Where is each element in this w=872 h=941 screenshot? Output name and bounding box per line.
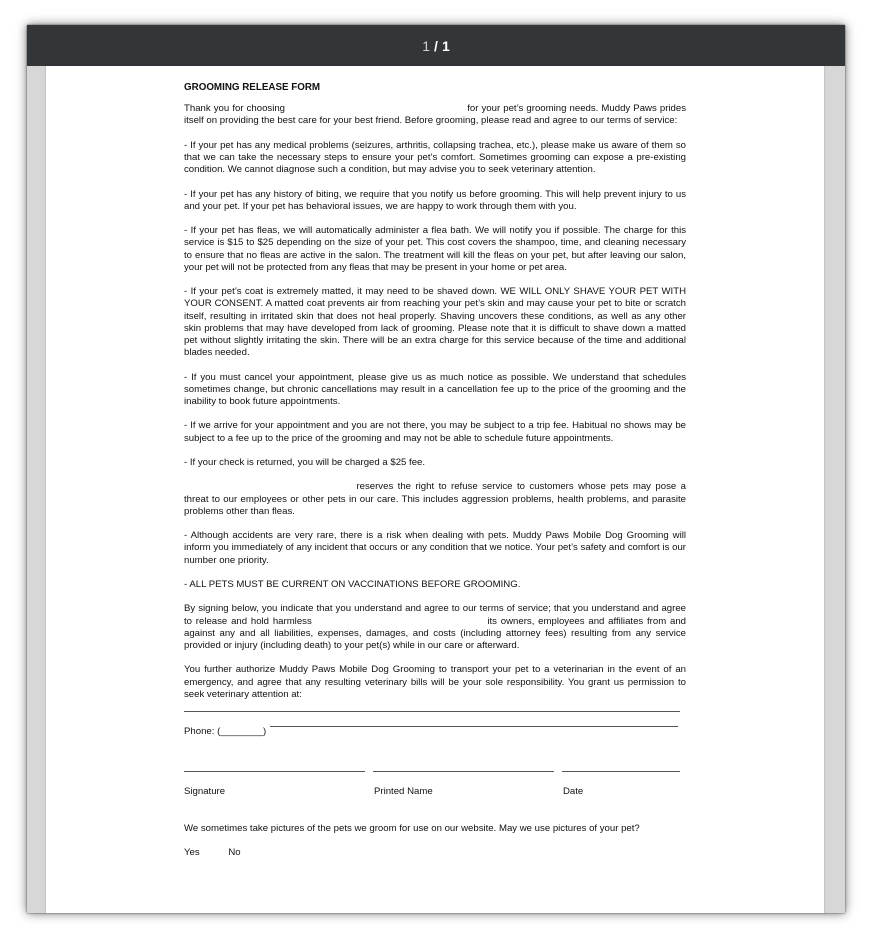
medical-paragraph: - If your pet has any medical problems (seizures, arthritis, collapsing trachea, etc.), please make us aware of them so that we can take the necessary steps to ensure your pet’s comfort. Sometimes grooming can expose a pre-existing condition. We cannot diagnose such a condition, but may advise you to seek veterinary attention. (184, 139, 686, 176)
signing-text-end: its owners, employees and affiliates from and against any and all liabilities, expenses, damages, and costs (including attorney fees) resulting from any service provided or injury (including death) to your pet(s) while in our care or afterward. (184, 615, 686, 651)
page-separator: / (434, 37, 438, 54)
pdf-page (46, 66, 824, 913)
photo-question: We sometimes take pictures of the pets we groom for use on our website. May we use pictures of your pet? (184, 822, 640, 834)
form-title: GROOMING RELEASE FORM (184, 82, 321, 93)
fleas-paragraph: - If your pet has fleas, we will automatically administer a flea bath. We will notify you if possible. The charge for this service is $15 to $25 depending on the size of your pet. This cost covers the shampoo, time, and cleaning necessary to ensure that no fleas are active in the salon. The treatment will kill the fleas on your pet, but after leaving our salon, your pet will not be protected from any fleas that may be present in your home or pet area. (184, 225, 686, 273)
date-line[interactable] (562, 771, 680, 772)
signing-text-start: By signing below, you indicate that you understand and agree to our terms of service; that you understand and agree to release and hold harmless (184, 603, 686, 627)
signature-labels-row (184, 786, 686, 800)
biting-paragraph: - If your pet has any history of biting, we require that you notify us before grooming. This will help prevent injury to us and your pet. If your pet has behavioral issues, we are happy to work through them with you. (184, 188, 686, 212)
vet-address-line[interactable] (184, 711, 680, 712)
intro-text-start: Thank you for choosing (184, 103, 286, 115)
refuse-paragraph (184, 481, 686, 518)
matted-paragraph: - If your pet’s coat is extremely matted, it may need to be shaved down. WE WILL ONLY SHAVE YOUR PET WITH YOUR CONSENT. A matted coat prevents air from reaching your pet’s skin and may cause your pet to bite or scratch itself, resulting in irritated skin that does not heal properly. Shaving uncovers these conditions, as well as any other skin problems that may have developed from lack of grooming. Please note that it is difficult to shave down a matted pet without slightly irritating the skin. There will be an extra charge for this service because of the time and additional blades needed. (184, 286, 686, 359)
cancel-paragraph: - If you must cancel your appointment, please give us as much notice as possible. We understand that schedules sometimes change, but chronic cancellations may result in a cancellation fee up to the price of the grooming and the inability to book future appointments. (184, 371, 686, 407)
signing-paragraph (184, 603, 686, 652)
no-option[interactable]: No (228, 847, 241, 859)
accidents-paragraph: - Although accidents are very rare, there is a risk when dealing with pets. Muddy Paws Mobile Dog Grooming will inform you immediately of any incident that occurs or any condition that we notice. Your pet’s safety and comfort is our number one priority. (184, 530, 686, 566)
arrive-paragraph: - If we arrive for your appointment and you are not there, you may be subject to a trip fee. Habitual no shows may be subject to a fee up to the price of the grooming and may not be able to schedule future appointments. (184, 420, 686, 444)
refuse-text: reserves the right to refuse service to customers whose pets may pose a threat to our employees or other pets in our care. This includes aggression problems, health problems, and parasite problems other than fleas. (184, 481, 686, 517)
date-label: Date (563, 785, 584, 797)
phone-row (184, 726, 686, 738)
printed-name-label: Printed Name (374, 785, 433, 797)
printed-name-line[interactable] (373, 771, 554, 772)
photo-consent-options (184, 847, 686, 859)
page-content (184, 82, 686, 859)
vet-address-row (184, 711, 686, 724)
phone-label: Phone: (________) (184, 725, 267, 737)
page-current: 1 (422, 37, 431, 54)
vaccination-paragraph: - ALL PETS MUST BE CURRENT ON VACCINATIONS BEFORE GROOMING. (184, 578, 521, 590)
intro-paragraph (184, 103, 686, 127)
signature-label: Signature (184, 785, 226, 797)
pdf-toolbar (27, 25, 845, 66)
page-total: 1 (441, 37, 450, 54)
signature-lines-row (184, 771, 686, 783)
intro-text-end: for your pet’s grooming needs. Muddy Paws prides itself on providing the best care for your best friend. Before grooming, please read and agree to our terms of service: (184, 103, 686, 127)
signature-line[interactable] (184, 771, 365, 772)
check-paragraph: - If your check is returned, you will be charged a $25 fee. (184, 456, 426, 468)
yes-option[interactable]: Yes (184, 847, 200, 859)
authorize-paragraph: You further authorize Muddy Paws Mobile Dog Grooming to transport your pet to a veterinarian in the event of an emergency, and agree that any resulting veterinary bills will be your sole responsibility. You grant us permission to seek veterinary attention at: (184, 664, 686, 700)
pdf-viewer (27, 25, 845, 913)
phone-line[interactable] (270, 726, 678, 727)
